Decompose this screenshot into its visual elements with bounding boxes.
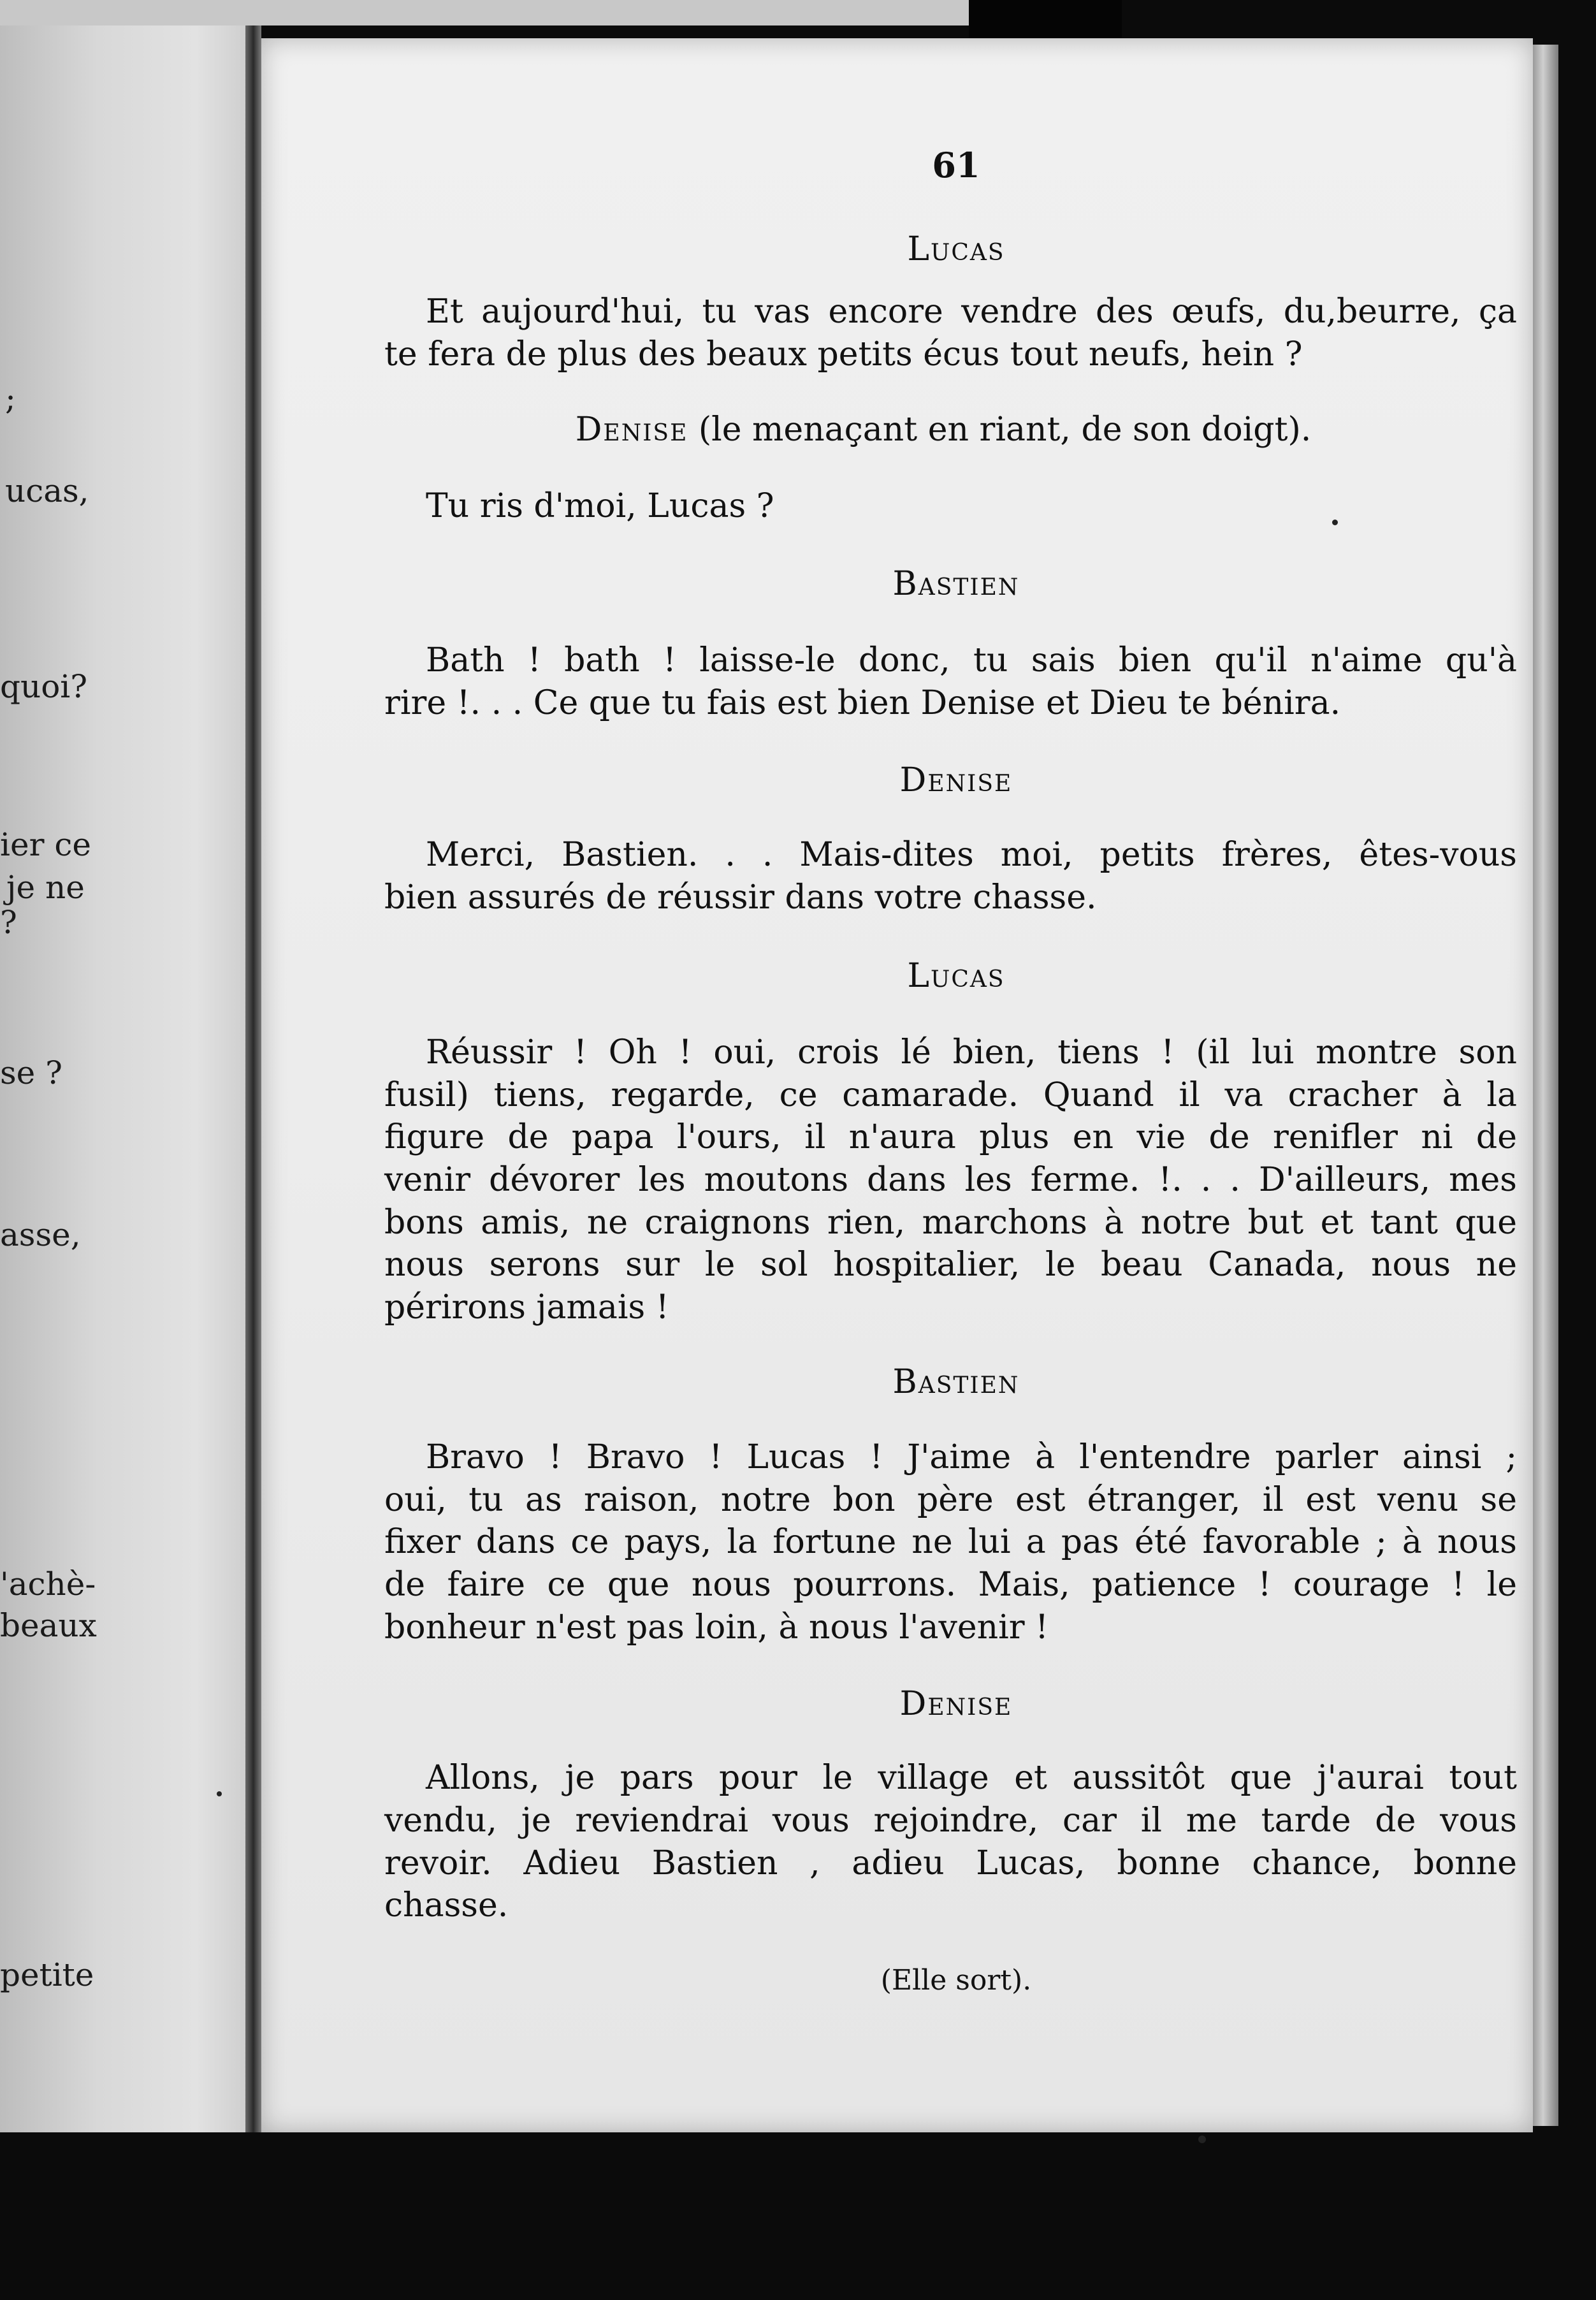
left-fragment: quoi? — [0, 668, 88, 705]
text-line: de faire ce que nous pourrons. Mais, patience ! courage ! le — [384, 1566, 1517, 1604]
speaker-name: Lucas — [907, 957, 1005, 995]
speaker-name: Bastien — [892, 565, 1020, 603]
text-line: chasse. — [384, 1886, 509, 1925]
left-fragment: ? — [0, 904, 17, 941]
scan-speck — [217, 1791, 222, 1796]
left-fragment: petite — [0, 1956, 94, 1993]
stage-direction: (Elle sort). — [880, 1964, 1032, 1997]
text-line: Merci, Bastien. . . Mais-dites moi, petits frères, êtes-vous — [426, 836, 1517, 874]
left-fragment: 'achè- — [0, 1566, 96, 1603]
speaker-name: Denise — [575, 411, 688, 449]
left-fragment: asse, — [0, 1216, 81, 1253]
top-strip — [0, 0, 969, 25]
page-edge — [1533, 45, 1558, 2126]
speaker-name: Lucas — [907, 230, 1005, 268]
left-fragment: ier ce — [0, 826, 91, 863]
text-line: venir dévorer les moutons dans les ferme. !. . . D'ailleurs, mes — [384, 1161, 1517, 1199]
text-line: Et aujourd'hui, tu vas encore vendre des œufs, du,beurre, ça — [426, 293, 1517, 331]
speaker-with-direction — [472, 411, 1415, 449]
text-line: revoir. Adieu Bastien , adieu Lucas, bonne chance, bonne — [384, 1844, 1517, 1882]
left-fragment: ; — [5, 380, 16, 417]
left-fragment: beaux — [0, 1607, 97, 1644]
speaker-name: Bastien — [892, 1363, 1020, 1401]
text-line: périrons jamais ! — [384, 1288, 669, 1327]
book-gutter — [245, 25, 261, 2132]
text-line: Tu ris d'moi, Lucas ? — [426, 487, 774, 525]
scan-speck — [1198, 2136, 1206, 2143]
speaker-name: Denise — [899, 1685, 1013, 1723]
left-fragment: se ? — [0, 1054, 62, 1091]
text-line: Allons, je pars pour le village et aussitôt que j'aurai tout — [426, 1759, 1517, 1797]
text-line: nous serons sur le sol hospitalier, le beau Canada, nous ne — [384, 1246, 1517, 1284]
text-line: oui, tu as raison, notre bon père est étranger, il est venu se — [384, 1481, 1517, 1519]
left-fragment: ucas, — [5, 472, 89, 509]
text-line: bonheur n'est pas loin, à nous l'avenir ! — [384, 1608, 1049, 1647]
text-line: vendu, je reviendrai vous rejoindre, car il me tarde de vous — [384, 1801, 1517, 1840]
text-line: fusil) tiens, regarde, ce camarade. Quand il va cracher à la — [384, 1076, 1517, 1114]
text-line: figure de papa l'ours, il n'aura plus en vie de renifler ni de — [384, 1118, 1517, 1156]
speaker-name: Denise — [899, 761, 1013, 799]
text-line: Réussir ! Oh ! oui, crois lé bien, tiens ! (il lui montre son — [426, 1033, 1517, 1072]
text-line: te fera de plus des beaux petits écus tout neufs, hein ? — [384, 335, 1303, 374]
text-line: fixer dans ce pays, la fortune ne lui a pas été favorable ; à nous — [384, 1523, 1517, 1561]
scan-speck — [1332, 520, 1338, 525]
stage-direction: (le menaçant en riant, de son doigt). — [698, 411, 1312, 449]
page-number: 61 — [932, 145, 980, 186]
text-line: Bath ! bath ! laisse-le donc, tu sais bien qu'il n'aime qu'à — [426, 641, 1517, 680]
left-fragment: je ne — [6, 869, 85, 906]
text-line: bons amis, ne craignons rien, marchons à notre but et tant que — [384, 1204, 1517, 1242]
text-line: rire !. . . Ce que tu fais est bien Denise et Dieu te bénira. — [384, 684, 1341, 722]
scan-gap — [969, 0, 1122, 38]
text-line: Bravo ! Bravo ! Lucas ! J'aime à l'entendre parler ainsi ; — [426, 1438, 1517, 1476]
text-line: bien assurés de réussir dans votre chasse. — [384, 878, 1097, 917]
